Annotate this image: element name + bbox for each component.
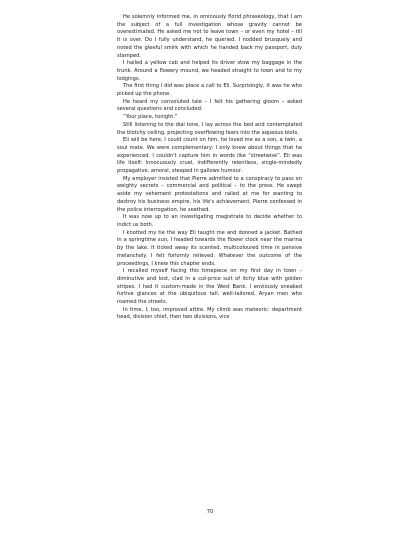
paragraph: In time, I, too, improved attire. My climb was meteoric: department head, division chief, then two divisions, vice (117, 306, 302, 321)
paragraph: I hailed a yellow cab and helped its driver stow my baggage in the trunk. Around a flowery mound, we headed straight to town and to my lodgings. (117, 60, 302, 82)
paragraph: It was now up to an investigating magistrate to decide whether to indict us both. (117, 214, 302, 228)
paragraph: He solemnly informed me, in ominously florid phraseology, that I am the subject of a full investigation whose gravity cannot be overestimated. He asked me not to leave town – or even my hotel – till it is over. Do I fully understand, he queried. I nodded brusquely and noted the gleeful smirk with which he handed back my passport, duly stamped. (117, 14, 302, 59)
paragraph: He heard my convoluted tale – I felt his gathering gloom – asked several questions and concluded: (117, 98, 302, 113)
paragraph: The first thing I did was place a call to Eli. Surprisingly, it was he who picked up the phone. (117, 83, 302, 98)
paragraph: “Your place, tonight.” (123, 114, 178, 121)
page-number: 70 (206, 509, 214, 515)
paragraph: My employer insisted that Pierre admitted to a conspiracy to pass on weighty secrets – commercial and political – to the press. He swept aside my vehement protestations and railed at me for wanting to destroy his business empire, his life's achievement. Pierre confessed in the police interrogation, he seethed. (117, 175, 302, 213)
paragraph: I knotted my tie the way Eli taught me and donned a jacket. Bathed in a springtime sun, I headed towards the flower clock near the marina by the lake. It ticked away its scented, multicoloured time in pensive melancholy. I felt forlornly relieved. Whatever the outcome of the proceedings, I knew this chapter ends. (117, 229, 302, 267)
page-text (117, 14, 302, 322)
paragraph: Eli will be here, I could count on him, he loved me as a son, a twin, a soul mate. We were complementary: I only knew about things that he experienced. I couldn't capture him in words like “streetwise”. Eli was life itself: innocuously cruel, indifferently relentless, single-mindedly propagative, amoral, steeped in gallows humour. (117, 137, 302, 175)
paragraph: Still listening to the dial tone, I lay across the bed and contemplated the blotchy ceiling, projecting overflowing fears into the aqueous blots. (117, 121, 302, 136)
paragraph: I recalled myself facing this timepiece on my first day in town – diminutive and lost, clad in a cut-price suit of itchy blue with golden stripes. I had it custom-made in the West Bank. I enviously sneaked furtive glances at the ubiquitous tall, well-tailored, Aryan men who roamed the streets. (117, 268, 302, 306)
